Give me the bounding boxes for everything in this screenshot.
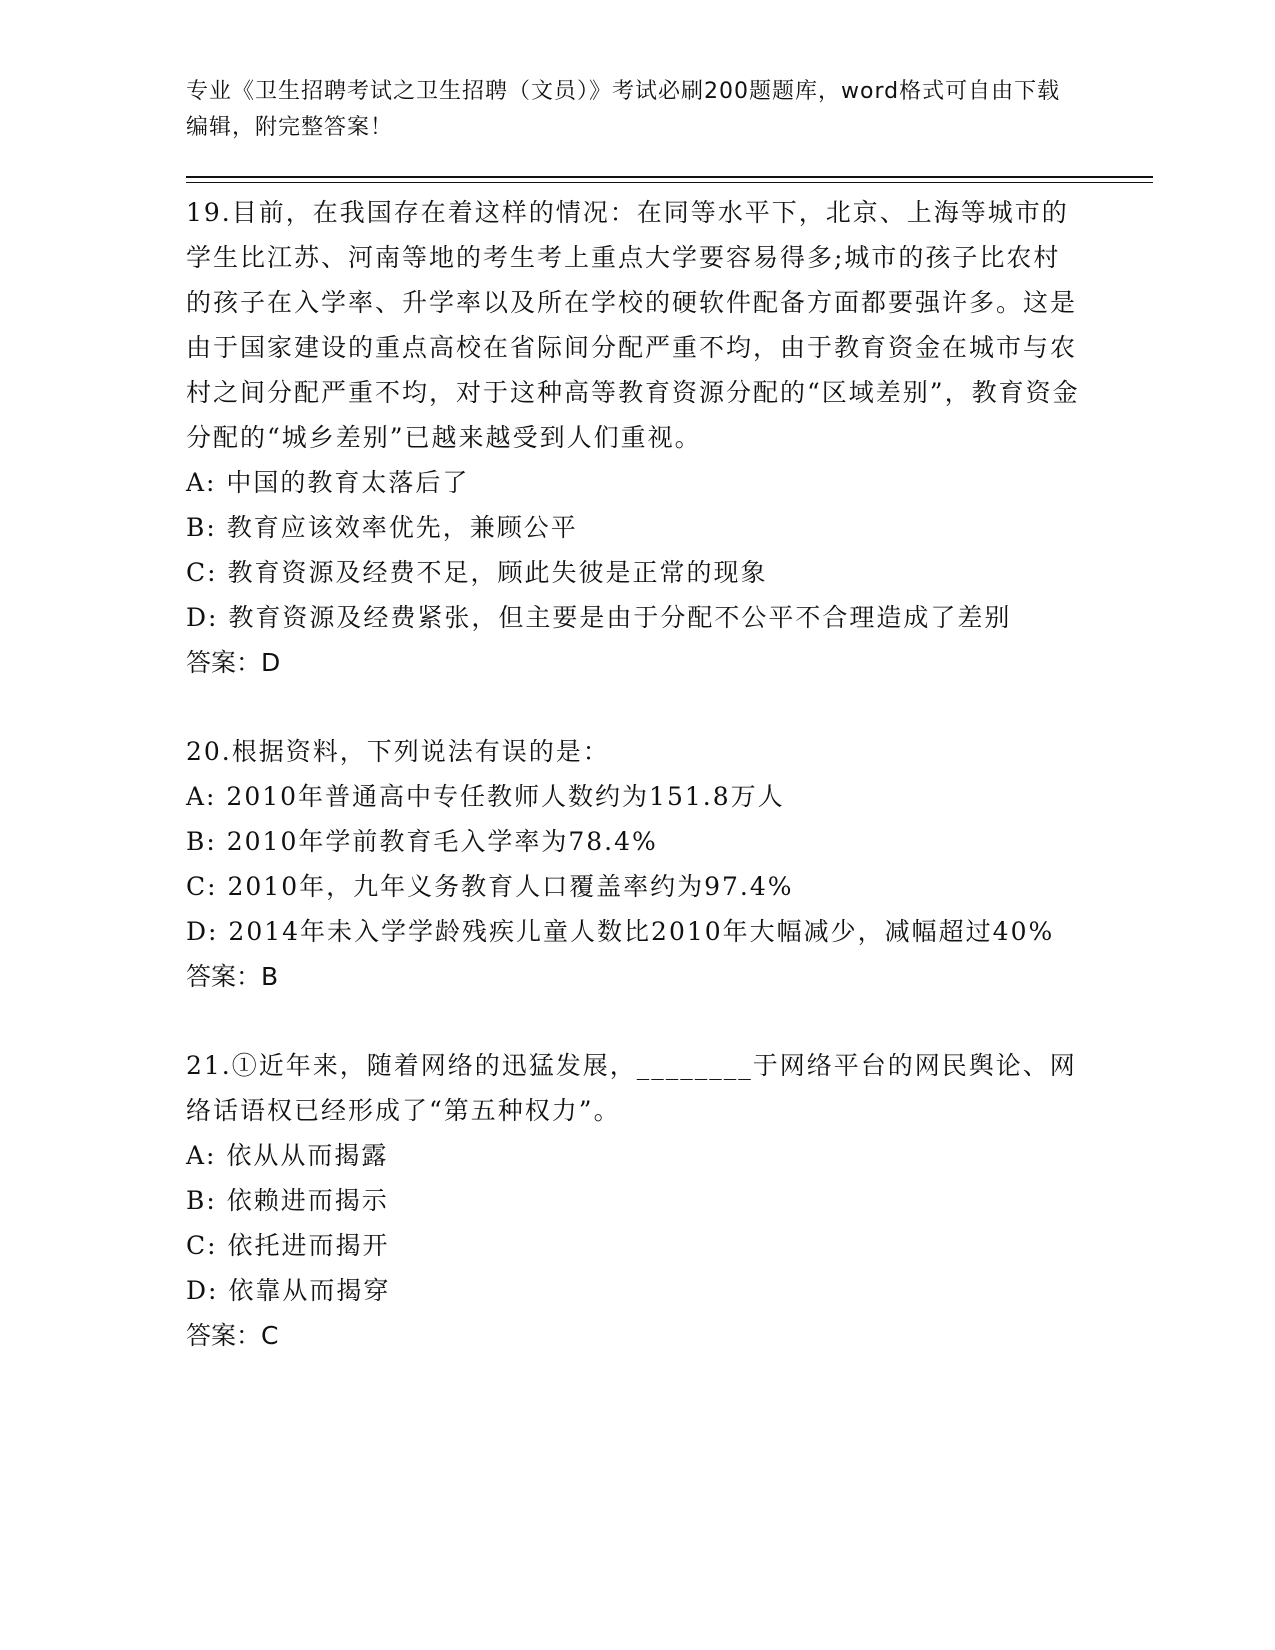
option-d: D: 依靠从而揭穿 xyxy=(186,1276,391,1305)
answer-line: 答案：B xyxy=(186,962,279,991)
question-spacer xyxy=(186,685,1086,729)
option-c: C: 依托进而揭开 xyxy=(186,1231,390,1260)
option-c: C: 2010年，九年义务教育人口覆盖率约为97.4% xyxy=(186,872,794,901)
question-stem: 21.①近年来，随着网络的迅猛发展，________于网络平台的网民舆论、网络话语权已经形成了“第五种权力”。 xyxy=(186,1051,1077,1125)
option-d: D: 教育资源及经费紧张，但主要是由于分配不公平不合理造成了差别 xyxy=(186,603,1012,632)
option-a: A: 依从从而揭露 xyxy=(186,1141,389,1170)
question-20 xyxy=(186,729,1086,999)
document-title: 专业《卫生招聘考试之卫生招聘（文员）》考试必刷200题题库，word格式可自由下载编辑，附完整答案！ xyxy=(186,79,1061,140)
option-a: A: 中国的教育太落后了 xyxy=(186,468,470,497)
question-21 xyxy=(186,1043,1086,1358)
question-19 xyxy=(186,190,1086,685)
option-b: B: 教育应该效率优先，兼顾公平 xyxy=(186,513,578,542)
question-stem: 20.根据资料，下列说法有误的是： xyxy=(186,737,610,766)
option-c: C: 教育资源及经费不足，顾此失彼是正常的现象 xyxy=(186,558,768,587)
header-divider-thin xyxy=(186,182,1153,183)
answer-line: 答案：D xyxy=(186,648,281,677)
option-b: B: 2010年学前教育毛入学率为78.4% xyxy=(186,827,658,856)
option-d: D: 2014年未入学学龄残疾儿童人数比2010年大幅减少，减幅超过40% xyxy=(186,917,1055,946)
question-spacer xyxy=(186,999,1086,1043)
question-stem: 19.目前，在我国存在着这样的情况：在同等水平下，北京、上海等城市的学生比江苏、河南等地的考生考上重点大学要容易得多;城市的孩子比农村的孩子在入学率、升学率以及所在学校的硬软件配备方面都要强许多。这是由于国家建设的重点高校在省际间分配严重不均，由于教育资金在城市与农村之间分配严重不均，对于这种高等教育资源分配的“区域差别”，教育资金分配的“城乡差别”已越来越受到人们重视。 xyxy=(186,198,1080,452)
option-a: A: 2010年普通高中专任教师人数约为151.8万人 xyxy=(186,782,785,811)
question-list xyxy=(186,190,1086,1358)
header-divider-thick xyxy=(186,176,1153,178)
option-b: B: 依赖进而揭示 xyxy=(186,1186,389,1215)
answer-line: 答案：C xyxy=(186,1321,279,1350)
document-header xyxy=(186,74,1066,146)
